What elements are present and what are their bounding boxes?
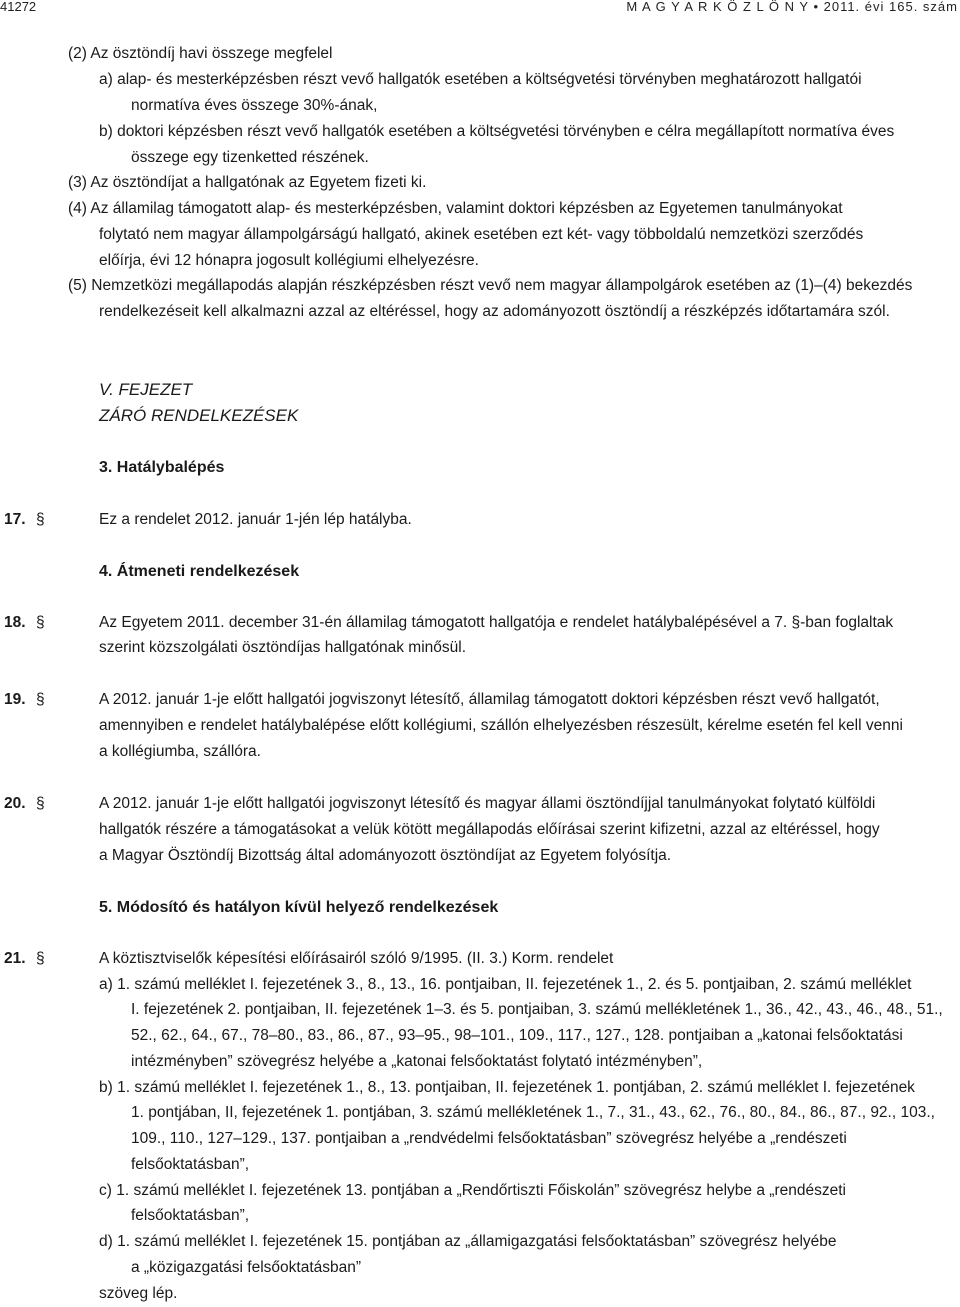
section-number: 18. <box>4 614 26 631</box>
text-line: folytató nem magyar állampolgárságú hallgató, akinek esetében ezt két- vagy többoldalú nemzetközi szerződés <box>99 226 864 243</box>
text-line: c) 1. számú melléklet I. fejezetének 13. pontjában a „Rendőrtiszti Főiskolán” szövegrész helybe a „rendészeti <box>99 1182 846 1199</box>
text-line: összege egy tizenketted részének. <box>131 149 369 166</box>
text-line: a) 1. számú melléklet I. fejezetének 3., 8., 13., 16. pontjaiban, II. fejezetének 1., 2. és 5. pontjaiban, 2. számú melléklet <box>99 976 912 993</box>
section-number: 21. <box>4 950 26 967</box>
section-symbol: § <box>36 795 45 812</box>
section-number: 19. <box>4 691 26 708</box>
section-number: 20. <box>4 795 26 812</box>
text-line: felsőoktatásban”, <box>131 1207 250 1224</box>
section-symbol: § <box>36 691 45 708</box>
chapter-title: ZÁRÓ RENDELKEZÉSEK <box>99 406 299 425</box>
section-symbol: § <box>36 950 45 967</box>
text-line: d) 1. számú melléklet I. fejezetének 15. pontjában az „államigazgatási felsőoktatásban” szövegrész helyébe <box>99 1233 837 1250</box>
journal-header: M A G Y A R K Ö Z L Ö N Y • 2011. évi 165. szám <box>626 0 958 14</box>
text-line: (2) Az ösztöndíj havi összege megfelel <box>68 45 333 62</box>
text-line: amennyiben e rendelet hatálybalépése előtt kollégiumi, szállón elhelyezésben részesült, kérelme esetén fel kell venni <box>99 717 903 734</box>
chapter-number: V. FEJEZET <box>99 380 193 399</box>
text-line: előírja, évi 12 hónapra jogosult kollégiumi elhelyezésre. <box>99 252 479 269</box>
text-line: A 2012. január 1-je előtt hallgatói jogviszonyt létesítő, államilag támogatott doktori képzésben részt vevő hallgatót, <box>99 691 880 708</box>
text-line: hallgatók részére a támogatásokat a velük kötött megállapodás előírásai szerint kifizetni, azzal az eltéréssel, hogy <box>99 821 880 838</box>
section-symbol: § <box>36 614 45 631</box>
text-line: Az Egyetem 2011. december 31-én államilag támogatott hallgatója e rendelet hatálybalépésével a 7. §-ban foglaltak <box>99 614 894 631</box>
text-line: A 2012. január 1-je előtt hallgatói jogviszonyt létesítő és magyar állami ösztöndíjjal tanulmányokat folytató külföldi <box>99 795 876 812</box>
text-line: a) alap- és mesterképzésben részt vevő hallgatók esetében a költségvetési törvényben meghatározott hallgatói <box>99 71 862 88</box>
text-line: Ez a rendelet 2012. január 1-jén lép hatályba. <box>99 511 412 528</box>
subsection-heading: 3. Hatálybalépés <box>99 459 225 476</box>
text-line: a Magyar Ösztöndíj Bizottság által adományozott ösztöndíjat az Egyetem folyósítja. <box>99 847 672 864</box>
page-number: 41272 <box>0 0 37 14</box>
text-line: a kollégiumba, szállóra. <box>99 743 261 760</box>
text-line: I. fejezetének 2. pontjaiban, II. fejezetének 1–3. és 5. pontjaiban, 3. számú mellékletének 1., 36., 42., 43., 46., 48., 51., <box>131 1001 943 1018</box>
text-line: rendelkezéseit kell alkalmazni azzal az eltéréssel, hogy az adományozott ösztöndíj a részképzés időtartamára szól. <box>99 303 890 320</box>
text-line: (4) Az államilag támogatott alap- és mesterképzésben, valamint doktori képzésben az Egyetemen tanulmányokat <box>68 200 843 217</box>
text-line: 1. pontjában, II, fejezetének 1. pontjában, 3. számú mellékletének 1., 7., 31., 43., 62., 76., 80., 84., 86., 87., 92., 103., <box>131 1104 935 1121</box>
text-line: szerint közszolgálati ösztöndíjas hallgatónak minősül. <box>99 639 467 656</box>
text-line: 109., 110., 127–129., 137. pontjaiban a „rendvédelmi felsőoktatásban” szövegrész helyébe a „rendészeti <box>131 1130 847 1147</box>
text-line: felsőoktatásban”, <box>131 1156 250 1173</box>
subsection-heading: 4. Átmeneti rendelkezések <box>99 563 300 580</box>
text-line: intézményben” szövegrész helyébe a „katonai felsőoktatást folytató intézményben”, <box>131 1053 703 1070</box>
section-symbol: § <box>36 511 45 528</box>
text-line: 52., 62., 64., 67., 78–80., 83., 86., 87., 93–95., 98–101., 109., 117., 127., 128. pontjaiban a „katonai felsőoktatási <box>131 1027 903 1044</box>
text-line: A köztisztviselők képesítési előírásairól szóló 9/1995. (II. 3.) Korm. rendelet <box>99 950 614 967</box>
text-line: b) 1. számú melléklet I. fejezetének 1., 8., 13. pontjaiban, II. fejezetének 1. pontjában, 2. számú melléklet I. fejezetének <box>99 1079 915 1096</box>
text-line: (3) Az ösztöndíjat a hallgatónak az Egyetem fizeti ki. <box>68 174 427 191</box>
text-line: szöveg lép. <box>99 1285 178 1302</box>
text-line: a „közigazgatási felsőoktatásban” <box>131 1259 362 1276</box>
text-line: normatíva éves összege 30%-ának, <box>131 97 378 114</box>
section-number: 17. <box>4 511 26 528</box>
text-line: b) doktori képzésben részt vevő hallgatók esetében a költségvetési törvényben e célra megállapított normatíva éves <box>99 123 895 140</box>
text-line: (5) Nemzetközi megállapodás alapján részképzésben részt vevő nem magyar állampolgárok esetében az (1)–(4) bekezdés <box>68 277 913 294</box>
subsection-heading: 5. Módosító és hatályon kívül helyező rendelkezések <box>99 899 499 916</box>
